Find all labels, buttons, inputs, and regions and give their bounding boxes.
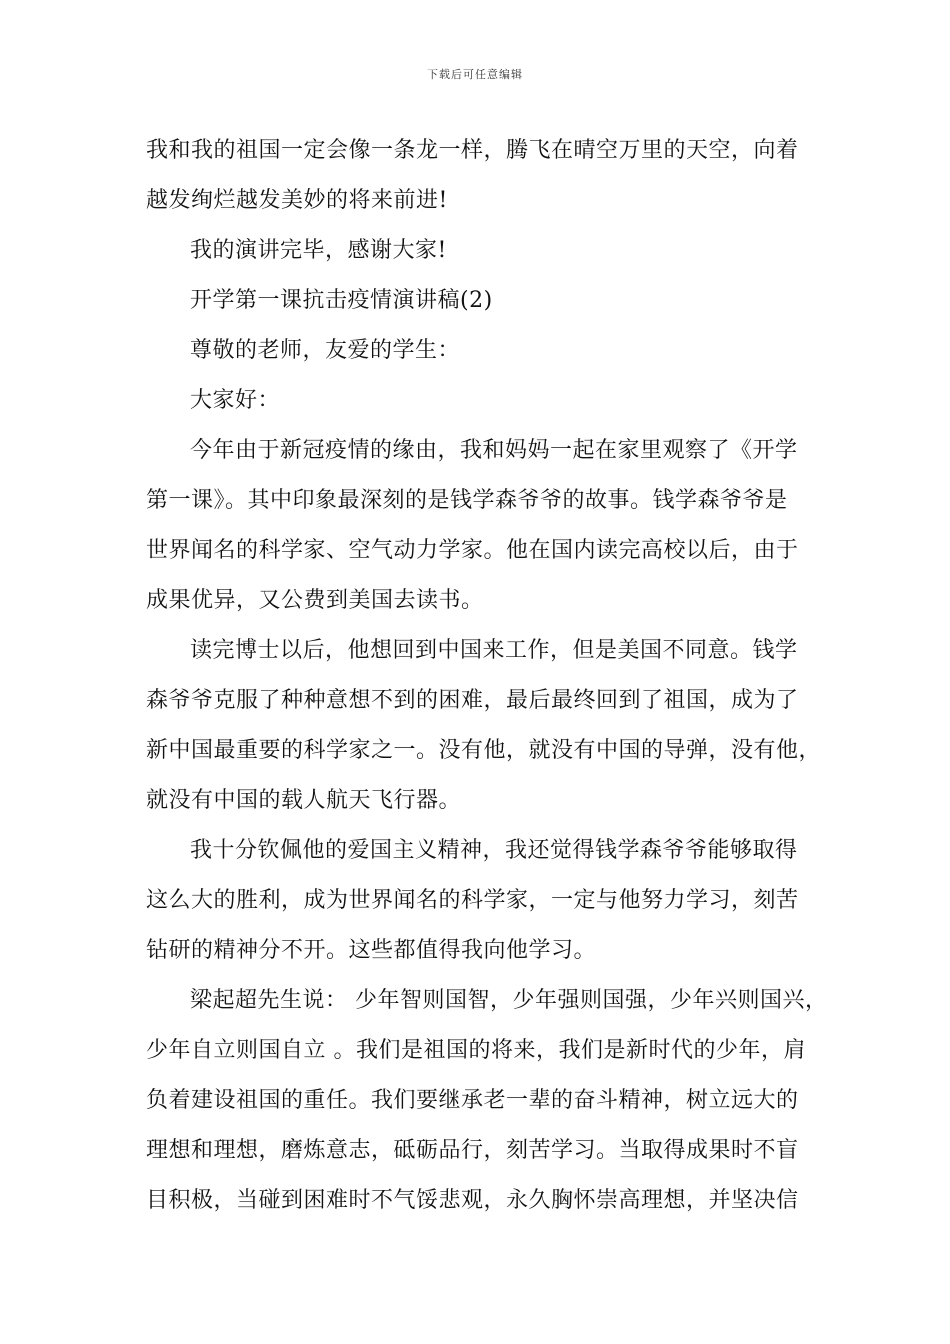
section-heading: 开学第一课抗击疫情演讲稿(2) xyxy=(190,288,493,313)
text-line: 就没有中国的载人航天飞行器。 xyxy=(146,788,462,813)
text-line: 第一课》。其中印象最深刻的是钱学森爷爷的故事。钱学森爷爷是 xyxy=(146,488,788,513)
text-line: 理想和理想，磨炼意志，砥砺品行，刻苦学习。当取得成果时不盲 xyxy=(146,1138,799,1163)
text-line: 今年由于新冠疫情的缘由，我和妈妈一起在家里观察了《开学 xyxy=(190,438,798,463)
text-line: 世界闻名的科学家、空气动力学家。他在国内读完高校以后，由于 xyxy=(146,538,799,563)
text-line: 我和我的祖国一定会像一条龙一样，腾飞在晴空万里的天空，向着 xyxy=(146,138,799,163)
greeting: 大家好： xyxy=(190,388,281,413)
text-line: 成果优异，又公费到美国去读书。 xyxy=(146,588,484,613)
text-line: 我的演讲完毕，感谢大家! xyxy=(190,238,447,263)
text-line: 新中国最重要的科学家之一。没有他，就没有中国的导弹，没有他， xyxy=(146,738,822,763)
text-line: 越发绚烂越发美妙的将来前进! xyxy=(146,188,448,213)
text-line: 梁起超先生说： 少年智则国智，少年强则国强，少年兴则国兴， xyxy=(190,988,828,1013)
text-line: 我十分钦佩他的爱国主义精神，我还觉得钱学森爷爷能够取得 xyxy=(190,838,798,863)
text-line: 钻研的精神分不开。这些都值得我向他学习。 xyxy=(146,938,597,963)
text-line: 目积极，当碰到困难时不气馁悲观，永久胸怀崇高理想，并坚决信 xyxy=(146,1188,799,1213)
text-line: 少年自立则国自立 。我们是祖国的将来，我们是新时代的少年，肩 xyxy=(146,1038,806,1063)
text-line: 这么大的胜利，成为世界闻名的科学家，一定与他努力学习，刻苦 xyxy=(146,888,799,913)
text-line: 负着建设祖国的重任。我们要继承老一辈的奋斗精神，树立远大的 xyxy=(146,1088,799,1113)
page-header-note: 下载后可任意编辑 xyxy=(427,68,523,81)
salutation: 尊敬的老师，友爱的学生： xyxy=(190,338,461,363)
text-line: 读完博士以后，他想回到中国来工作，但是美国不同意。钱学 xyxy=(190,638,798,663)
text-line: 森爷爷克服了种种意想不到的困难，最后最终回到了祖国，成为了 xyxy=(146,688,799,713)
